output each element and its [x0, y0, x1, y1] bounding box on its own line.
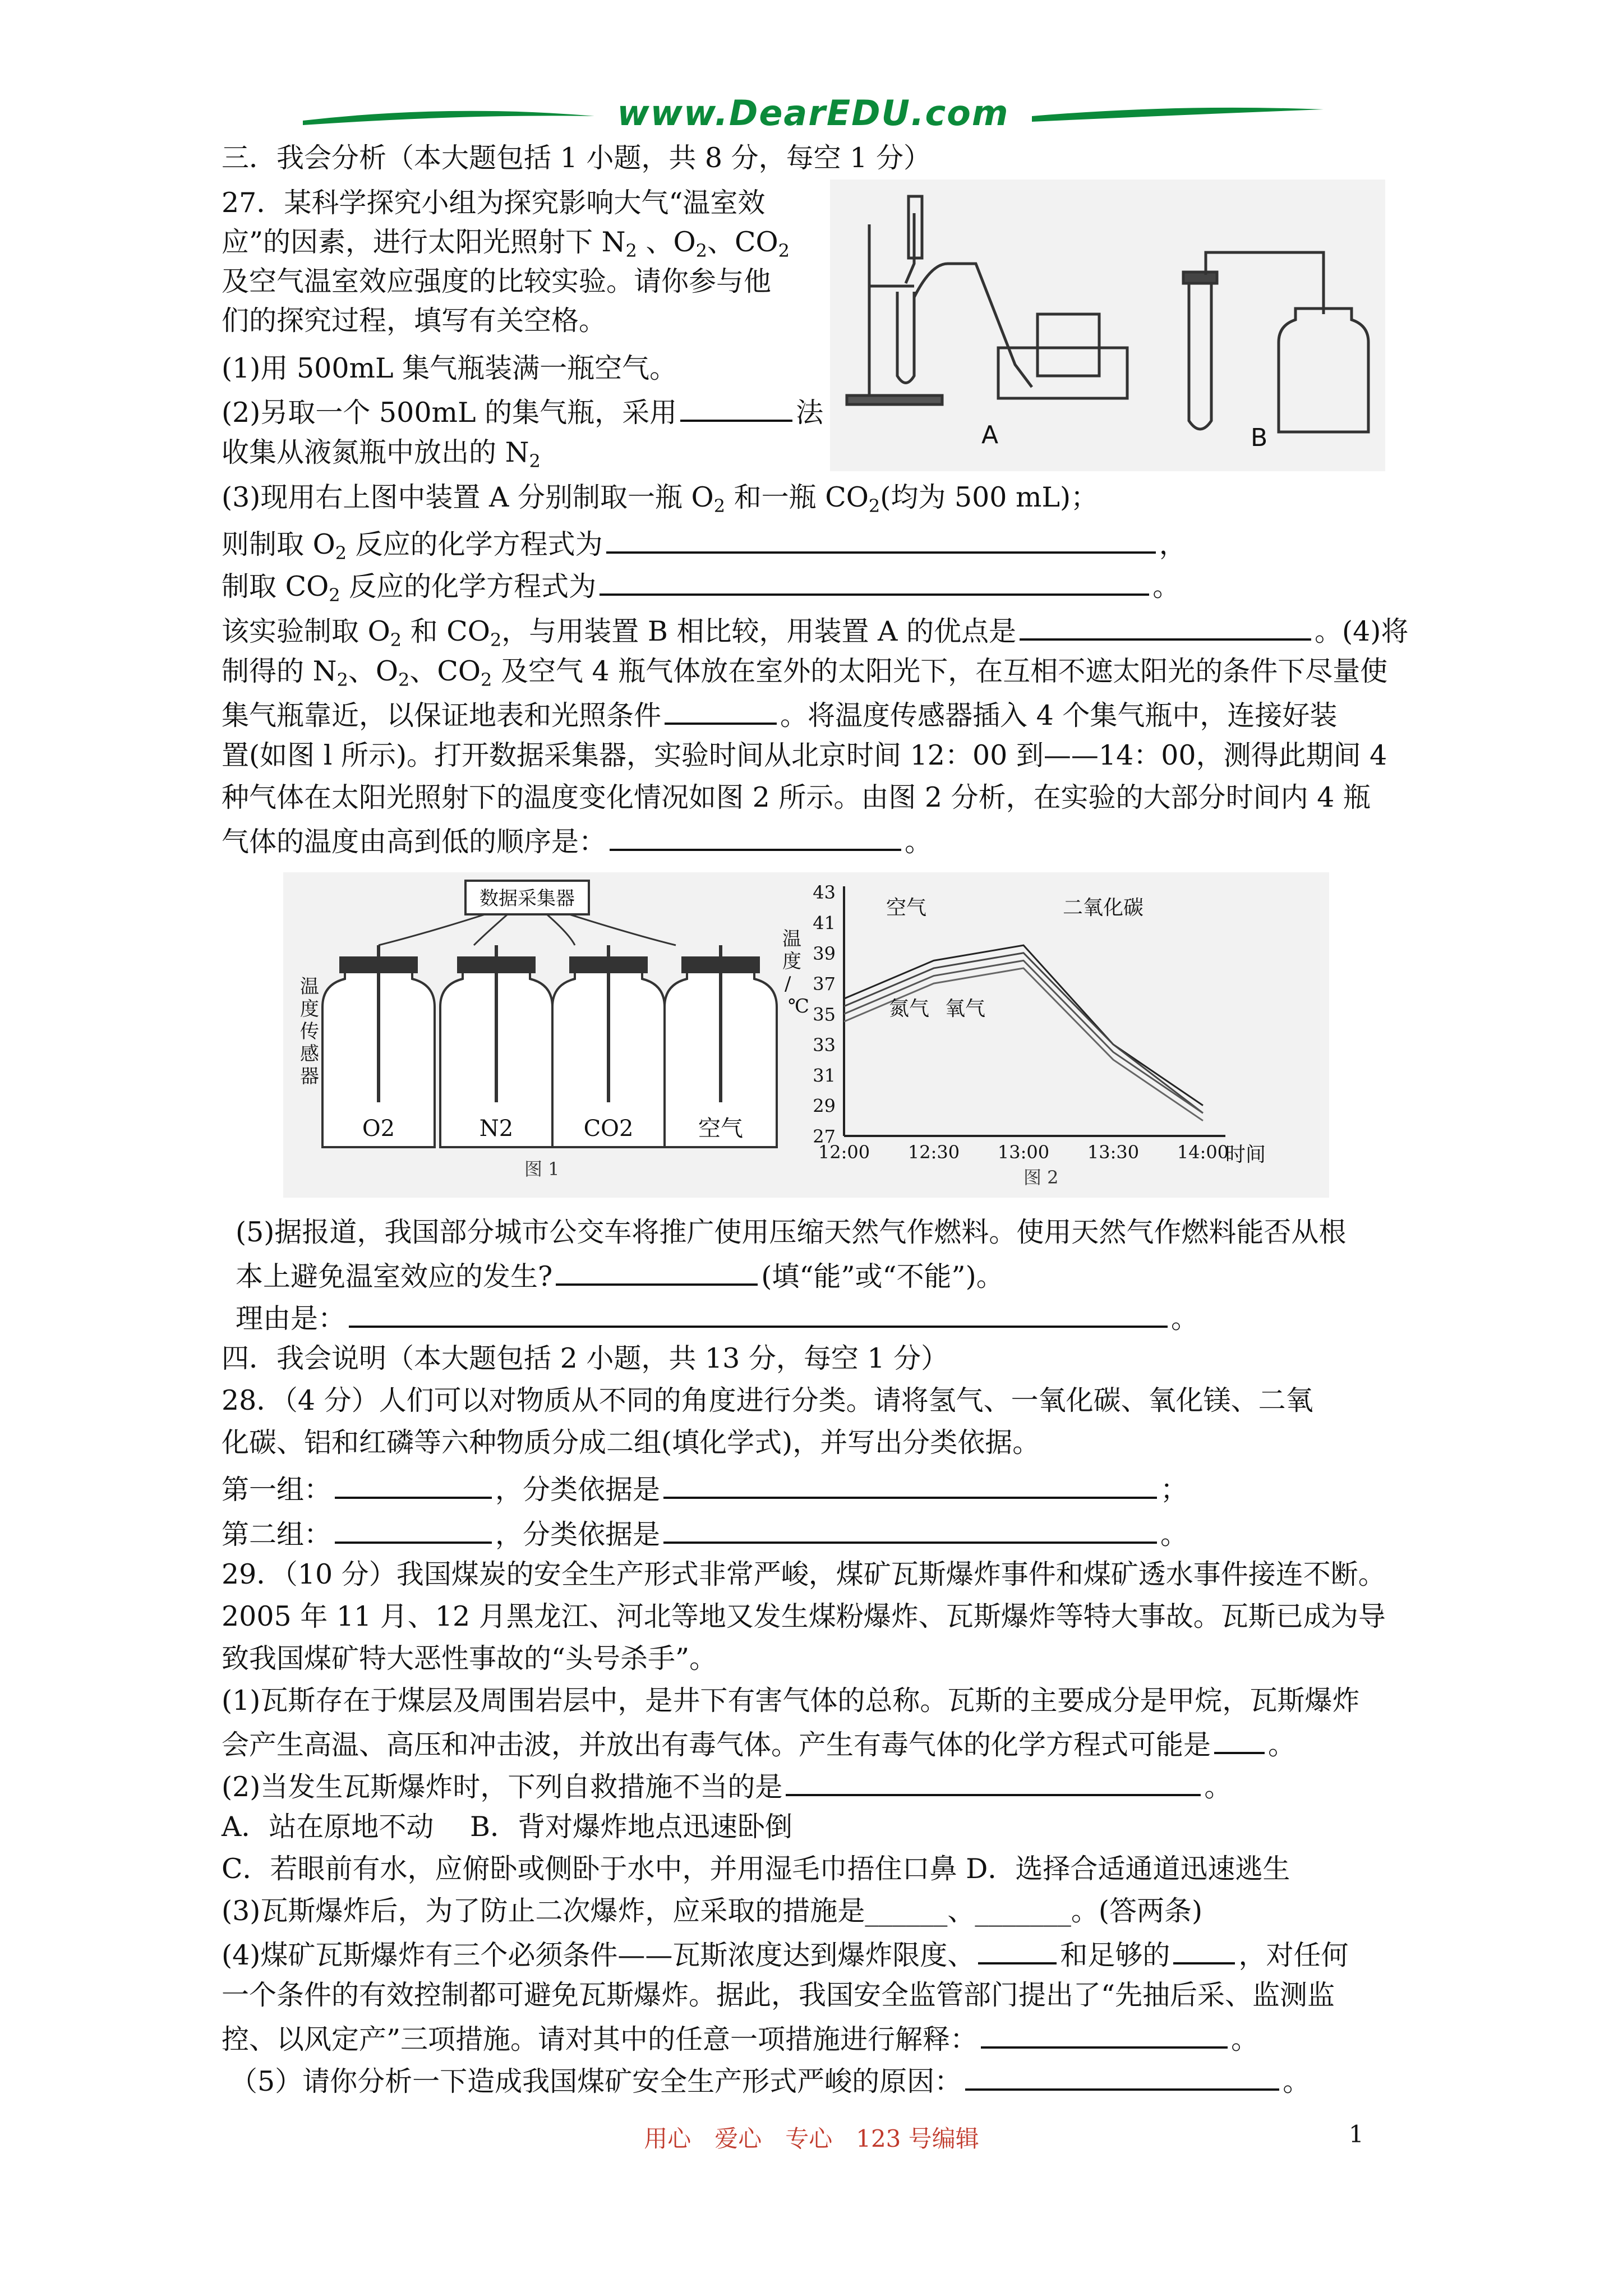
temperature-chart: [777, 872, 1281, 1198]
collector-label: 数据采集器: [479, 887, 575, 910]
bottle-label: O2: [362, 1116, 395, 1142]
q27-item5-line1: (5)据报道，我国部分城市公交车将推广使用压缩天然气作燃料。使用天然气作燃料能否从根: [236, 1216, 1347, 1248]
x-tick-label: 12:00: [818, 1142, 870, 1163]
answer-blank[interactable]: [663, 1470, 1157, 1499]
q29-line2: 2005 年 11 月、12 月黑龙江、河北等地又发生煤粉爆炸、瓦斯爆炸等特大事故。瓦斯已成为导: [222, 1600, 1386, 1632]
q27-advantage: 该实验制取 $O_2$ 和 $CO_2$，与用装置 B 相比较，用装置 A 的优点是 。(4)将: [222, 611, 1408, 658]
q28-line2: 化碳、铝和红磷等六种物质分成二组(填化学式)，并写出分类依据。: [222, 1427, 1040, 1458]
x-tick-label: 13:00: [997, 1142, 1050, 1163]
q27-line1: 27．某科学探究小组为探究影响大气“温室效: [222, 187, 766, 219]
q27-line4: 们的探究过程，填写有关空格。: [222, 305, 607, 337]
y-tick-label: 35: [813, 1004, 836, 1025]
q27-item3: (3)现用右上图中装置 A 分别制取一瓶 $O_2$ 和一瓶 $CO_2$(均为 500 mL)；: [222, 481, 1099, 517]
q29-item3: (3)瓦斯爆炸后，为了防止二次爆炸，应采取的措施是______、_______。(答两条): [222, 1895, 1203, 1927]
answer-blank[interactable]: [680, 393, 792, 422]
answer-blank[interactable]: [981, 2019, 1228, 2049]
y-tick-label: 41: [813, 912, 836, 934]
y-tick-label: 33: [813, 1034, 836, 1056]
answer-blank[interactable]: [335, 1515, 492, 1544]
page-footer: 用心 爱心 专心 123 号编辑: [644, 2125, 979, 2152]
q27-item2: (2)另取一个 500mL 的集气瓶，采用 法: [222, 393, 823, 431]
q29-item2: (2)当发生瓦斯爆炸时，下列自救措施不当的是 。: [222, 1767, 1232, 1805]
answer-blank[interactable]: [556, 1257, 758, 1286]
answer-blank[interactable]: [349, 1299, 1168, 1328]
q29-item4-line1: (4)煤矿瓦斯爆炸有三个必须条件——瓦斯浓度达到爆炸限度、 和足够的 ，对任何: [222, 1935, 1348, 1973]
q27-o2-equation: 则制取 $O_2$ 反应的化学方程式为 ，: [222, 524, 1187, 571]
answer-blank[interactable]: [665, 696, 777, 725]
q27-item4-line3: 置(如图 l 所示)。打开数据采集器，实验时间从北京时间 12：00 到——14：00，测得此期间 4: [222, 739, 1387, 771]
q29-line1: 29．（10 分）我国煤炭的安全生产形式非常严峻，煤矿瓦斯爆炸事件和煤矿透水事件接连不断。: [222, 1558, 1386, 1590]
figures-1-2: [283, 872, 1329, 1198]
q28-group1: 第一组： ，分类依据是 ；: [222, 1470, 1188, 1508]
section4-title: 四．我会说明（本大题包括 2 小题，共 13 分，每空 1 分）: [222, 1342, 949, 1374]
q29-item4-line2: 一个条件的有效控制都可避免瓦斯爆炸。据此，我国安全监管部门提出了“先抽后采、监测监: [222, 1979, 1335, 2011]
series-line: [844, 953, 1203, 1113]
q27-item2-cont: 收集从液氮瓶中放出的 $N_2$: [222, 436, 541, 472]
sensor-label: 器: [300, 1065, 319, 1088]
x-axis-label: 时间: [1225, 1143, 1266, 1166]
q28-group2: 第二组： ，分类依据是 。: [222, 1515, 1188, 1553]
q29-item1-line2: 会产生高温、高压和冲击波，并放出有毒气体。产生有毒气体的化学方程式可能是 。: [222, 1725, 1295, 1763]
answer-blank[interactable]: [663, 1515, 1157, 1544]
q29-item4-line3: 控、以风定产”三项措施。请对其中的任意一项措施进行解释： 。: [222, 2019, 1258, 2058]
q29-item5: （5）请你分析一下造成我国煤矿安全生产形式严峻的原因： 。: [230, 2062, 1310, 2100]
answer-blank[interactable]: [600, 567, 1149, 596]
answer-blank[interactable]: [610, 822, 901, 851]
answer-blank[interactable]: [978, 1935, 1057, 1964]
y-axis-label: 度: [782, 950, 801, 973]
apparatus-label-b: B: [1251, 424, 1268, 452]
series-label-co2: 二氧化碳: [1063, 896, 1144, 919]
q29-option-ab: A．站在原地不动 B．背对爆炸地点迅速卧倒: [222, 1811, 792, 1843]
q27-item1: (1)用 500mL 集气瓶装满一瓶空气。: [222, 352, 677, 384]
q29-option-cd: C．若眼前有水，应俯卧或侧卧于水中，并用湿毛巾捂住口鼻 D．选择合适通道迅速逃生: [222, 1853, 1290, 1885]
answer-blank[interactable]: [335, 1470, 492, 1499]
q27-item4-line1: 制得的 $N_2$、$O_2$、$CO_2$ 及空气 4 瓶气体放在室外的太阳光下，在互相不遮太阳光的条件下尽量使: [222, 655, 1388, 691]
y-axis-label: ℃: [788, 995, 810, 1018]
q28-line1: 28．（4 分）人们可以对物质从不同的角度进行分类。请将氢气、一氧化碳、氧化镁、二氧: [222, 1384, 1313, 1416]
series-label-n2: 氮气: [889, 997, 930, 1020]
sensor-label: 传: [300, 1020, 319, 1043]
series-label-air: 空气: [886, 896, 927, 919]
apparatus-drawing: [830, 180, 1385, 471]
q27-item4-line2: 集气瓶靠近，以保证地表和光照条件 。将温度传感器插入 4 个集气瓶中，连接好装: [222, 696, 1337, 734]
sensor-label: 度: [300, 998, 319, 1020]
page-number: 1: [1349, 2120, 1364, 2148]
x-tick-label: 13:30: [1087, 1142, 1140, 1163]
figure1-caption: 图 1: [524, 1158, 560, 1180]
q27-item5-line2: 本上避免温室效应的发生? (填“能”或“不能”)。: [236, 1257, 1004, 1295]
apparatus-label-a: A: [981, 421, 999, 449]
answer-blank[interactable]: [1020, 611, 1311, 641]
site-logo[interactable]: www.DearEDU.com: [617, 93, 1009, 134]
y-tick-label: 27: [813, 1126, 836, 1147]
x-tick-label: 14:00: [1177, 1142, 1229, 1163]
y-axis-label: /: [785, 973, 791, 995]
y-tick-label: 37: [813, 973, 836, 995]
q27-item5-reason: 理由是： 。: [236, 1299, 1198, 1337]
x-tick-label: 12:30: [907, 1142, 960, 1163]
bottle-label: N2: [479, 1116, 514, 1142]
y-tick-label: 31: [813, 1065, 836, 1087]
section3-title: 三．我会分析（本大题包括 1 小题，共 8 分，每空 1 分）: [222, 142, 931, 174]
y-tick-label: 43: [813, 882, 836, 903]
y-tick-label: 39: [813, 942, 836, 964]
apparatus-figure: [830, 180, 1385, 471]
answer-blank[interactable]: [786, 1767, 1201, 1796]
q27-item4-line5: 气体的温度由高到低的顺序是： 。: [222, 822, 932, 860]
y-axis-label: 温: [782, 928, 801, 950]
q27-line3: 及空气温室效应强度的比较实验。请你参与他: [222, 265, 772, 297]
figure2-caption: 图 2: [1023, 1167, 1059, 1188]
q29-line3: 致我国煤矿特大恶性事故的“头号杀手”。: [222, 1642, 717, 1674]
answer-blank[interactable]: [1214, 1725, 1265, 1754]
answer-blank[interactable]: [606, 524, 1156, 554]
answer-blank[interactable]: [1173, 1935, 1235, 1964]
bottle-label: 空气: [698, 1116, 743, 1142]
y-tick-label: 29: [813, 1095, 836, 1117]
q27-line2: 应”的因素，进行太阳光照射下 $N_2$ 、$O_2$、$CO_2$: [222, 226, 790, 261]
q27-co2-equation: 制取 $CO_2$ 反应的化学方程式为 。: [222, 567, 1180, 613]
page-header: [303, 93, 1324, 143]
sensor-label: 感: [300, 1043, 319, 1065]
answer-blank[interactable]: [965, 2062, 1279, 2091]
q27-item4-line4: 种气体在太阳光照射下的温度变化情况如图 2 所示。由图 2 分析，在实验的大部分时间内 4 瓶: [222, 781, 1371, 813]
series-label-o2: 氧气: [945, 997, 986, 1020]
bottle-label: CO2: [583, 1116, 634, 1142]
sensor-label: 温: [300, 976, 319, 998]
q29-item1-line1: (1)瓦斯存在于煤层及周围岩层中，是井下有害气体的总称。瓦斯的主要成分是甲烷，瓦斯爆炸: [222, 1685, 1360, 1717]
